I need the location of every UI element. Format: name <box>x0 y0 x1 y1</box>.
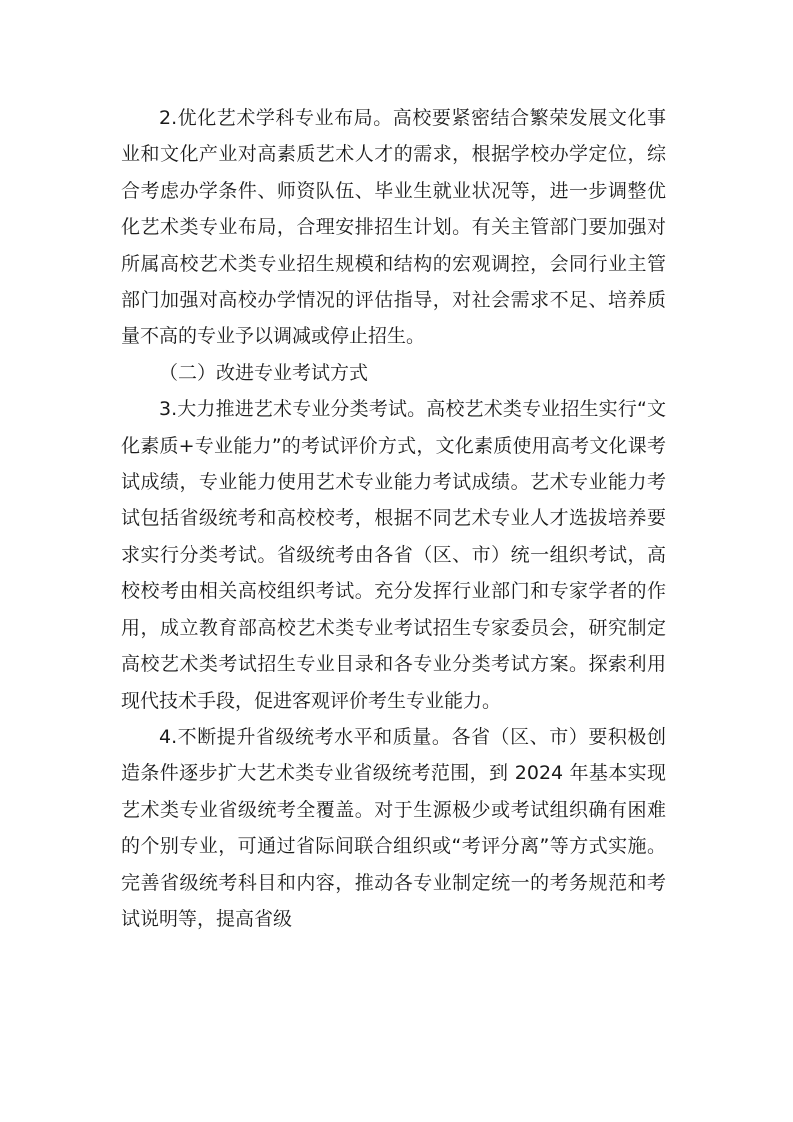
paragraph-2-optimize-layout: 2.优化艺术学科专业布局。高校要紧密结合繁荣发展文化事业和文化产业对高素质艺术人才的需求，根据学校办学定位，综合考虑办学条件、师资队伍、毕业生就业状况等，进一步调整优化艺术类专业布局，合理安排招生计划。有关主管部门要加强对所属高校艺术类专业招生规模和结构的宏观调控，会同行业主管部门加强对高校办学情况的评估指导，对社会需求不足、培养质量不高的专业予以调减或停止招生。 <box>121 107 666 348</box>
paragraph-4-provincial-exams: 4.不断提升省级统考水平和质量。各省（区、市）要积极创造条件逐步扩大艺术类专业省级统考范围，到 2024 年基本实现艺术类专业省级统考全覆盖。对于生源极少或考试组织确有困难的个别专业，可通过省际间联合组织或“考评分离”等方式实施。完善省级统考科目和内容，推动各专业制定统一的考务规范和考试说明等，提高省级 <box>121 725 666 930</box>
section-heading-exam-reform: （二）改进专业考试方式 <box>159 361 369 384</box>
paragraph-3-classified-exams: 3.大力推进艺术专业分类考试。高校艺术类专业招生实行“文化素质+专业能力”的考试评价方式，文化素质使用高考文化课考试成绩，专业能力使用艺术专业能力考试成绩。艺术专业能力考试包括省级统考和高校校考，根据不同艺术专业人才选拔培养要求实行分类考试。省级统考由各省（区、市）统一组织考试，高校校考由相关高校组织考试。充分发挥行业部门和专家学者的作用，成立教育部高校艺术类专业考试招生专家委员会，研究制定高校艺术类考试招生专业目录和各专业分类考试方案。探索利用现代技术手段，促进客观评价考生专业能力。 <box>121 398 666 712</box>
document-page <box>121 100 666 937</box>
